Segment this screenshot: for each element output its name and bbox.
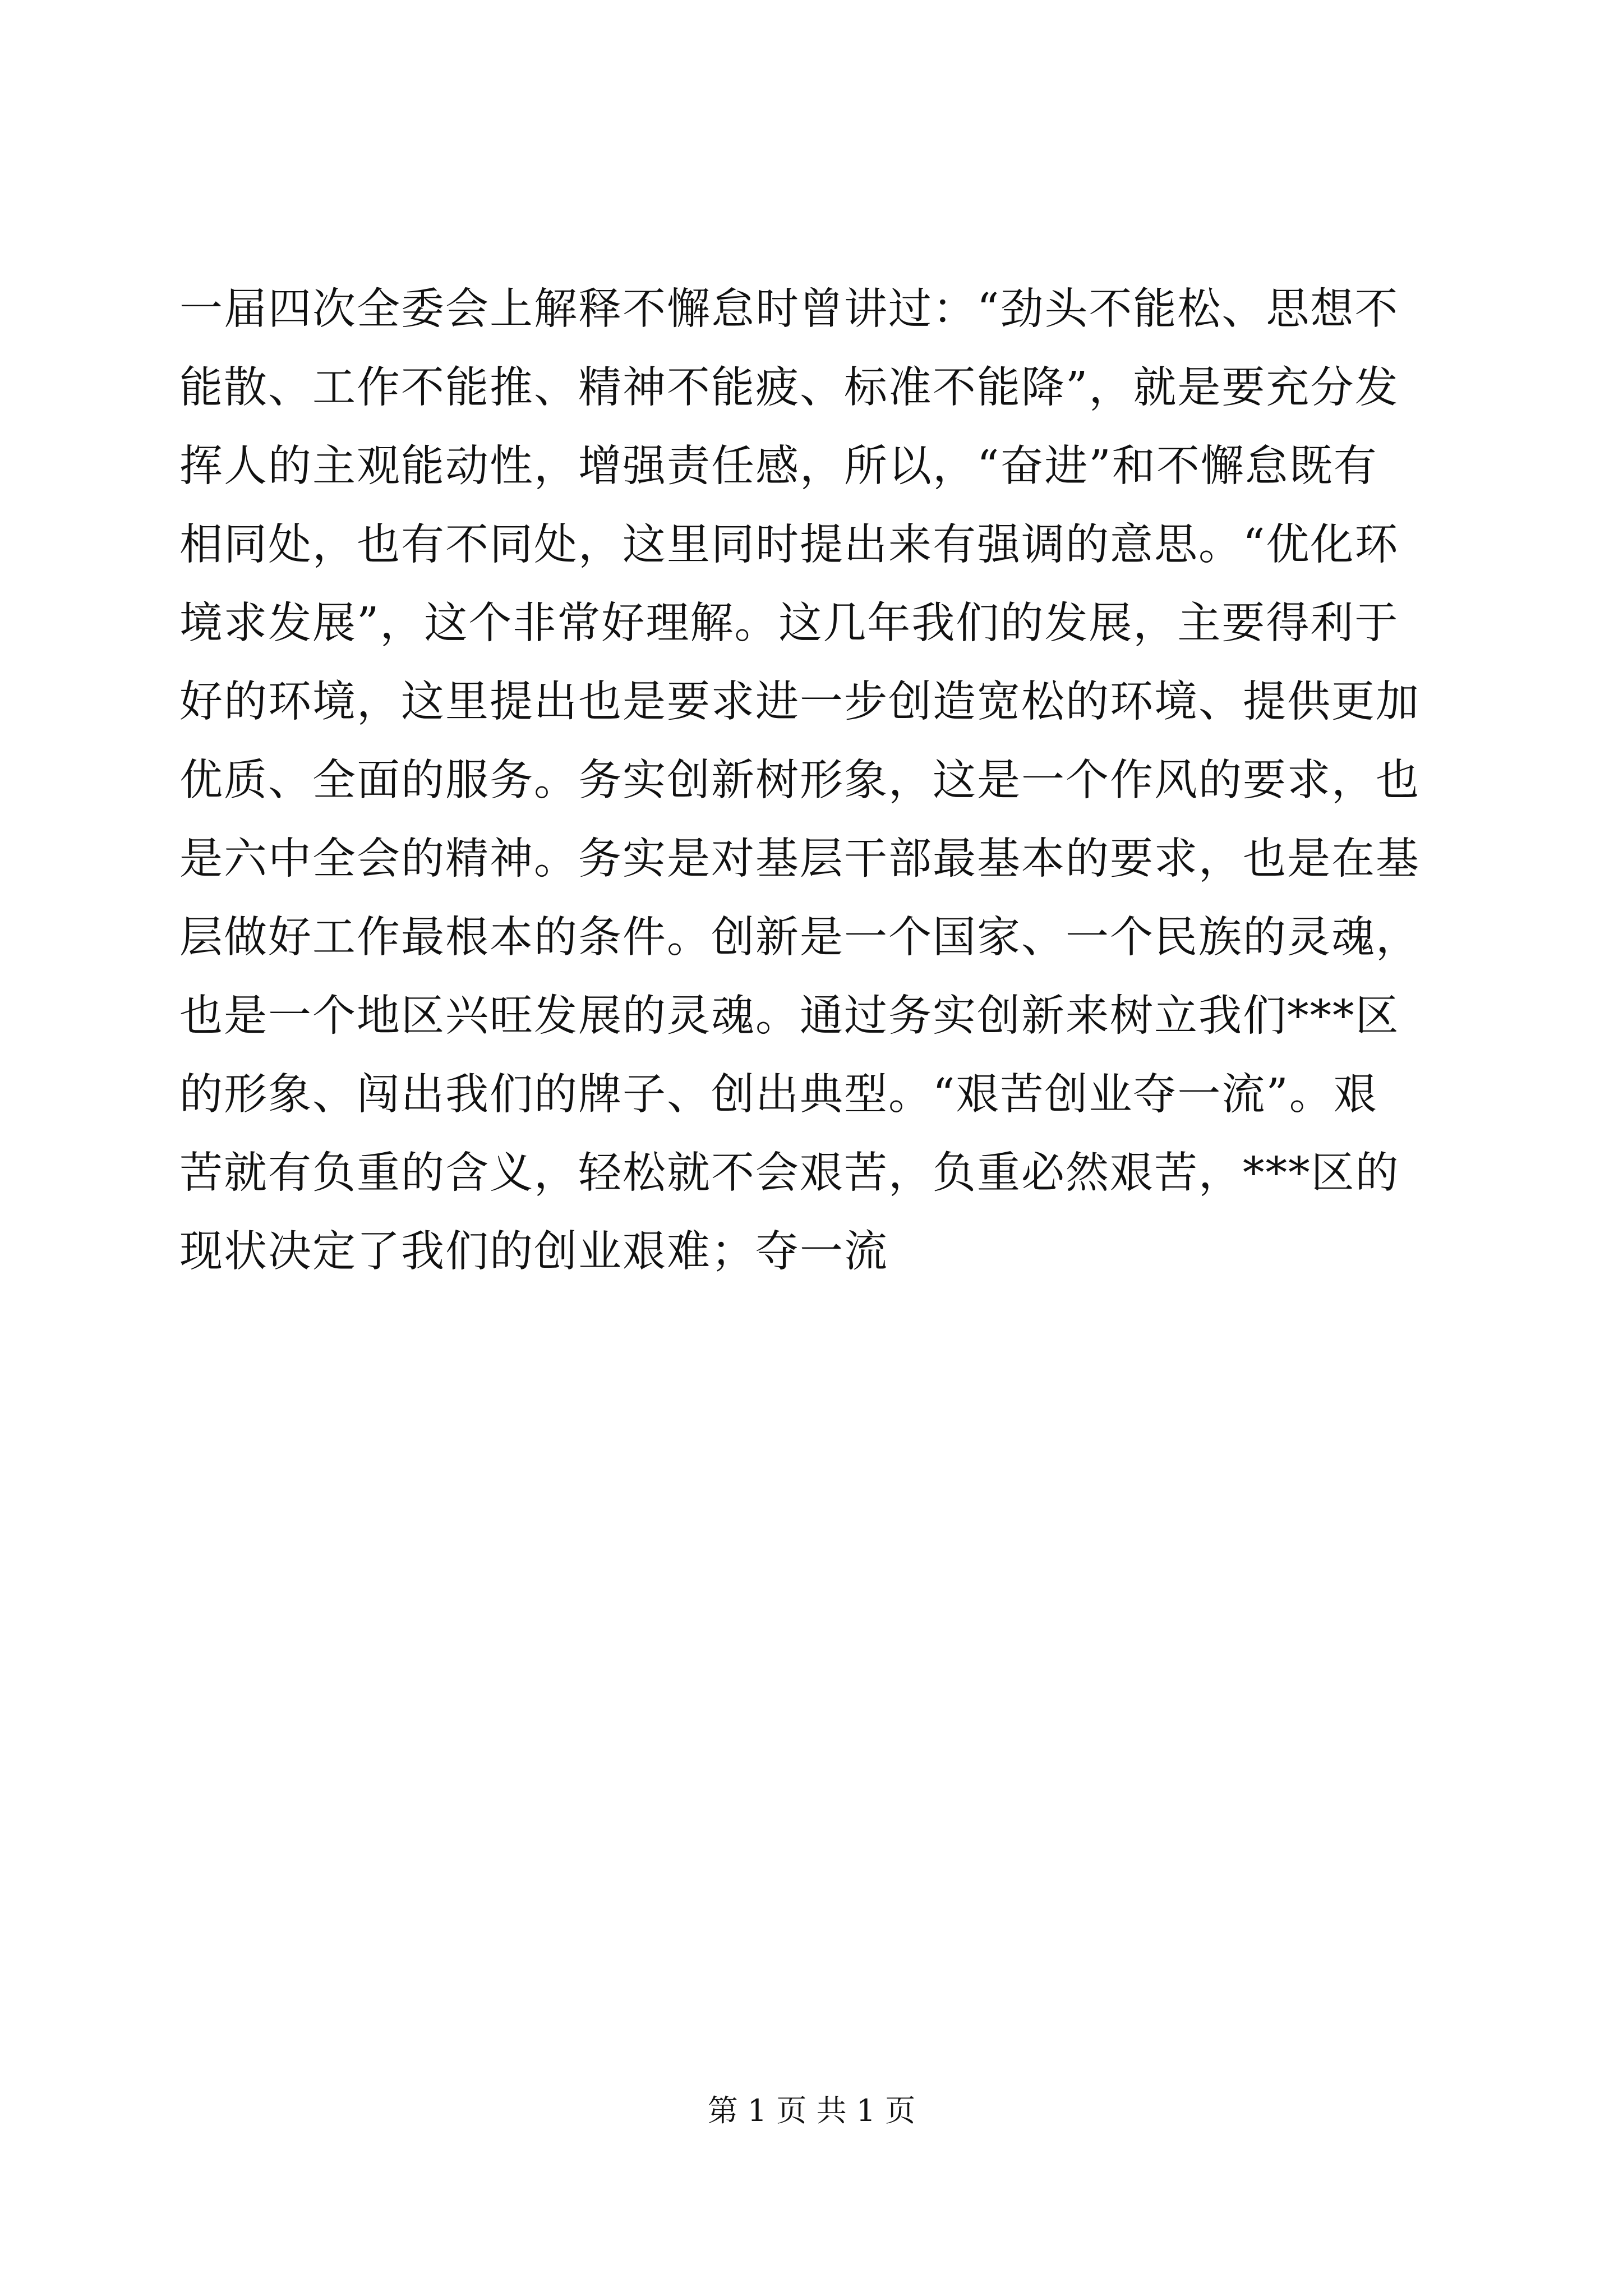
text-line: 层做好工作最根本的条件。创新是一个国家、一个民族的灵魂，: [179, 913, 1420, 963]
text-line: 现状决定了我们的创业艰难；夺一流: [179, 1227, 888, 1277]
text-line: 境求发展”，这个非常好理解。这几年我们的发展，主要得利于: [179, 599, 1399, 648]
text-line: 挥人的主观能动性，增强责任感，所以，“奋进”和不懈怠既有: [179, 441, 1378, 491]
text-line: 也是一个地区兴旺发展的灵魂。通过务实创新来树立我们***区: [179, 991, 1400, 1041]
text-line: 好的环境，这里提出也是要求进一步创造宽松的环境、提供更加: [179, 677, 1420, 727]
text-line: 一届四次全委会上解释不懈怠时曾讲过：“劲头不能松、思想不: [179, 284, 1399, 334]
text-line: 相同处，也有不同处，这里同时提出来有强调的意思。“优化环: [179, 520, 1399, 570]
text-line: 的形象、闯出我们的牌子、创出典型。“艰苦创业夺一流”。艰: [179, 1070, 1378, 1120]
page-number-footer: 第 1 页 共 1 页: [707, 2093, 916, 2128]
text-line: 是六中全会的精神。务实是对基层干部最基本的要求，也是在基: [179, 834, 1420, 884]
text-line: 苦就有负重的含义，轻松就不会艰苦，负重必然艰苦，***区的: [179, 1148, 1400, 1198]
text-line: 优质、全面的服务。务实创新树形象，这是一个作风的要求，也: [179, 756, 1420, 806]
text-line: 能散、工作不能推、精神不能疲、标准不能降”，就是要充分发: [179, 363, 1399, 413]
